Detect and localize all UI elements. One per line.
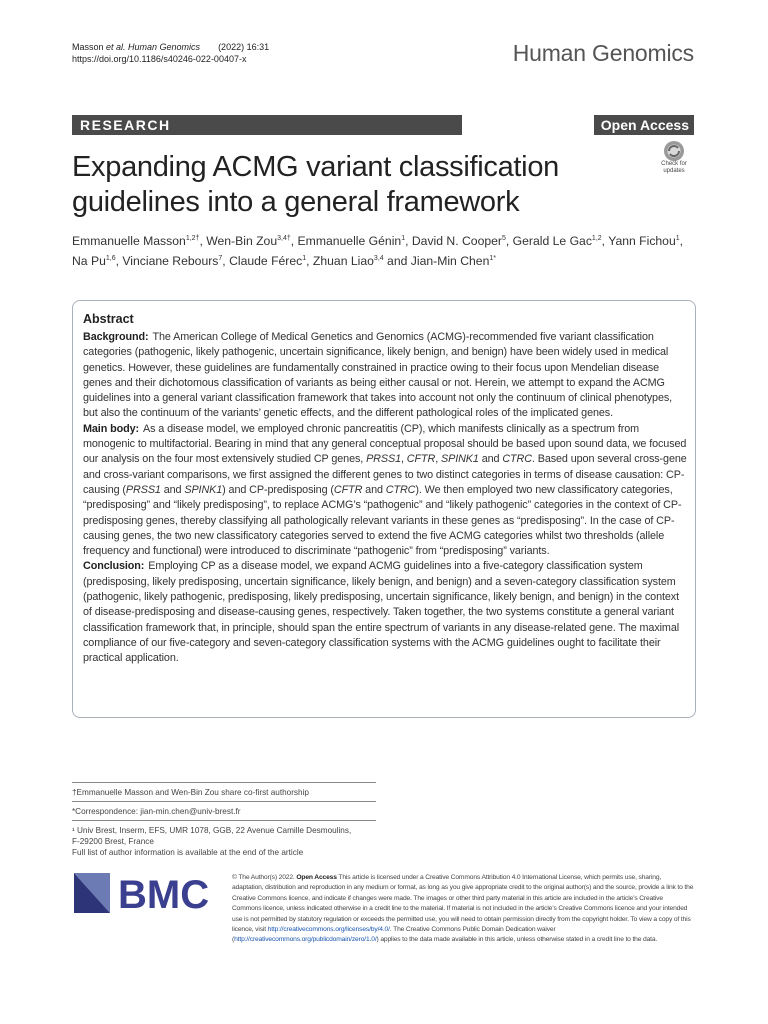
license-text <box>232 873 694 946</box>
main-body-text-4: ). We then employed two new classificatory categories, “predisposing” and “likely predisposing”, to replace ACMG’s “pathogenic” and “likely pathogenic” categories in the context of CP-predisposing genes, thereby classifying all pathologically relevant variants in these genes as “predisposing”. In the case of CP-causing genes, the two new classificatory categories served to extend the five ACMG categories whilst two thresholds (allele frequency and functional) were introduced to discriminate “pathogenic” from “predisposing” variants. <box>83 483 682 558</box>
license-open-access: Open Access <box>296 874 337 881</box>
citation-year: (2022) 16:31 <box>218 42 270 52</box>
section-bar <box>72 115 694 135</box>
author-affiliation-sup: 3,4 <box>373 255 384 263</box>
citation-line <box>72 41 269 53</box>
main-body-text-3: ) and CP-predisposing ( <box>222 483 334 496</box>
author-name[interactable]: Vinciane Rebours$^7$ <box>122 254 223 269</box>
journal-name: Human Genomics <box>512 40 694 66</box>
authors-and: and <box>387 254 408 269</box>
gene-prss1: PRSS1 <box>366 453 401 466</box>
sep: and <box>160 483 185 496</box>
check-updates-icon <box>653 139 695 163</box>
main-body-label: Main body: <box>83 422 139 435</box>
main-body-text-2: . Based upon several cross-gene and cross-variant comparisons, we first assigned the different genes to two distinct categories in terms of disease causation: CP-causing ( <box>83 453 687 496</box>
check-for-updates-badge[interactable] <box>653 139 695 181</box>
license-link-cc-zero[interactable]: http://creativecommons.org/publicdomain/zero/1.0/ <box>234 936 377 944</box>
abstract-heading: Abstract <box>83 312 134 326</box>
conclusion-label: Conclusion: <box>83 560 145 573</box>
author-name[interactable]: Emmanuelle Génin$^1$ <box>297 234 406 249</box>
citation-authors: Masson <box>72 42 107 52</box>
gene-ctrc: CTRC <box>385 483 416 496</box>
author-affiliation-sup: 1,6 <box>105 255 116 263</box>
doi-link[interactable]: https://doi.org/10.1186/s40246-022-00407-x <box>72 54 247 64</box>
bmc-logo-text: BMC <box>118 873 210 917</box>
author-affiliation-sup: 1 <box>675 235 680 242</box>
abstract-background <box>83 330 687 422</box>
author-affiliation-sup: 7 <box>218 255 223 263</box>
footnote-rule <box>72 820 376 821</box>
author-name[interactable]: Emmanuelle Masson$^{1,2\dagger}$ <box>72 234 200 249</box>
abstract-conclusion <box>83 559 687 666</box>
open-access-badge: Open Access <box>594 115 694 135</box>
bmc-logo <box>72 869 217 919</box>
gene-spink1: SPINK1 <box>184 483 223 496</box>
abstract-box <box>72 300 696 718</box>
author-name[interactable]: Yann Fichou$^1$ <box>608 234 680 249</box>
cofirst-note: †Emmanuelle Masson and Wen-Bin Zou share co-first authorship <box>72 788 309 797</box>
citation-etal: et al. <box>106 42 126 52</box>
author-affiliation-sup: 1,2 <box>591 235 602 242</box>
full-list-note: Full list of author information is available at the end of the article <box>72 848 304 857</box>
sep: and <box>362 483 386 496</box>
section-label: RESEARCH <box>72 115 462 135</box>
check-updates-line2: updates <box>663 168 685 174</box>
author-name[interactable]: David N. Cooper$^5$ <box>411 234 506 249</box>
license-end: ) applies to the data made available in this article, unless otherwise stated in a credit line to the data. <box>376 936 658 944</box>
citation-journal: Human Genomics <box>125 42 201 52</box>
background-text: The American College of Medical Genetics and Genomics (ACMG)-recommended five variant classification categories (pathogenic, likely pathogenic, uncertain significance, likely benign, and benign) have been widely used in medical genetics. However, these guidelines are fundamentally constrained in practice owing to their focus upon Mendelian disease genes and their dichotomous classification of variants as being either causal or not. Herein, we attempt to expand the ACMG guidelines into a general variant classification framework that takes into account not only the continuum of clinical phenotypes, but also the continuum of the variants’ genetic effects, and the different pathological roles of the implicated genes. <box>83 331 673 420</box>
author-list: Emmanuelle Masson$^{1,2\dagger}$, Wen-Bin Zou$^{3,4\dagger}$, Emmanuelle Génin$^1$, David N. Cooper$^5$, Gerald Le Gac$^{1,2}$, Yann Fichou$^1$, Na Pu$^{1,6}$, Vinciane Rebours$^7$, Claude Férec$^1$, Zhuan Liao$^{3,4}$ and Jian-Min Chen$^{1*}$ <box>72 234 684 269</box>
author-name[interactable]: Wen-Bin Zou$^{3,4\dagger}$ <box>206 234 291 249</box>
bmc-logo-mark <box>72 869 217 919</box>
author-name[interactable]: Jian-Min Chen$^{1*}$ <box>410 254 496 269</box>
license-mid: . The Creative Commons Public Domain Dedication waiver ( <box>232 926 556 944</box>
abstract-main-body <box>83 422 687 560</box>
footnote-rule <box>72 801 376 802</box>
license-link-cc-by[interactable]: http://creativecommons.org/licenses/by/4.0/ <box>267 926 390 934</box>
check-updates-line1: Check for <box>661 161 687 167</box>
author-name[interactable]: Gerald Le Gac$^{1,2}$ <box>512 234 602 249</box>
sep: , <box>435 453 441 466</box>
main-body-text-1: As a disease model, we employed chronic pancreatitis (CP), which manifests clinically as a spectrum from monogenic to multifactorial. Bearing in mind that any general conceptual proposal should be based upon sound data, we focused our analysis on the four most extensively studied CP genes, <box>83 422 687 466</box>
conclusion-text: Employing CP as a disease model, we expand ACMG guidelines into a five-category classification system (predisposing, likely predisposing, uncertain significance, likely benign, and benign) and a seven-category classification system (pathogenic, likely pathogenic, predisposing, likely predisposing, uncertain significance, likely benign, and benign) in the context of disease-predisposing and disease-causing genes, respectively. Taken together, the two systems constitute a general variant classification framework that, in principle, should span the entire spectrum of variants in any disease-related gene. The maximal compliance of our five-category and seven-category classification systems with the ACMG guidelines ought to facilitate their practical application. <box>83 560 680 665</box>
article-title: Expanding ACMG variant classification guidelines into a general framework <box>72 151 559 218</box>
footnote-rule <box>72 782 376 783</box>
gene-prss1: PRSS1 <box>125 483 161 496</box>
author-affiliation-sup: 1* <box>489 255 496 263</box>
author-affiliation-sup: 1 <box>302 255 307 263</box>
author-name[interactable]: Na Pu$^{1,6}$ <box>72 254 116 269</box>
gene-cftr: CFTR <box>333 483 363 496</box>
gene-ctrc: CTRC <box>502 453 532 466</box>
background-label: Background: <box>83 331 149 343</box>
check-updates-label <box>653 161 695 175</box>
author-affiliation-sup: 3,4† <box>277 235 291 242</box>
author-affiliation-sup: 1 <box>401 235 406 242</box>
affiliation-line-2: F-29200 Brest, France <box>72 837 154 846</box>
author-name[interactable]: Zhuan Liao$^{3,4}$ <box>312 254 384 269</box>
sep: , <box>400 453 407 466</box>
running-header <box>72 41 269 65</box>
gene-spink1: SPINK1 <box>441 453 479 466</box>
license-body: This article is licensed under a Creative Commons Attribution 4.0 International License, which permits use, sharing, adaptation, distribution and reproduction in any medium or format, as long as you give appropriate credit to the original author(s) and the source, provide a link to the Creative Commons licence, and indicate if changes were made. The images or other third party material in this article are included in the article’s Creative Commons licence, unless indicated otherwise in a credit line to the material. If material is not included in the article’s Creative Commons licence and your intended use is not permitted by statutory regulation or exceeds the permitted use, you will need to obtain permission directly from the copyright holder. To view a copy of this licence, visit <box>232 874 694 934</box>
author-name[interactable]: Claude Férec$^1$ <box>229 254 307 269</box>
author-affiliation-sup: 5 <box>501 235 506 242</box>
footnotes <box>72 779 376 858</box>
gene-cftr: CFTR <box>406 453 436 466</box>
affiliation-line-1: ¹ Univ Brest, Inserm, EFS, UMR 1078, GGB, 22 Avenue Camille Desmoulins, <box>72 826 352 835</box>
license-prefix: © The Author(s) 2022. <box>232 874 297 881</box>
sep: and <box>478 453 503 466</box>
correspondence-note: *Correspondence: jian-min.chen@univ-brest.fr <box>72 807 241 816</box>
author-affiliation-sup: 1,2† <box>185 235 200 242</box>
